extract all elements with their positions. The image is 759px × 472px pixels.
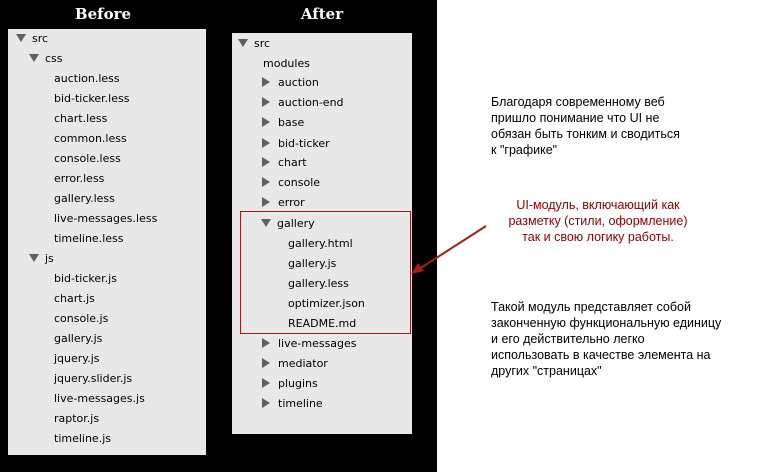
before-title: Before (74, 5, 132, 23)
tree-item[interactable]: src (16, 29, 48, 49)
tree-item[interactable]: common.less (54, 132, 127, 145)
tree-item[interactable]: bid-ticker (262, 134, 330, 154)
tree-item[interactable]: gallery.less (288, 277, 349, 290)
tree-item[interactable]: live-messages (262, 334, 357, 354)
tree-item[interactable]: auction-end (262, 93, 344, 113)
tree-item[interactable]: chart.less (54, 112, 108, 125)
tree-item[interactable]: error (262, 193, 305, 213)
tree-item[interactable]: timeline.less (54, 232, 124, 245)
tree-item[interactable]: mediator (262, 354, 328, 374)
note-bottom: Такой модуль представляет собой законченную функциональную единицу и его действительно легко использовать в качестве элемента на других "страницах" (491, 300, 722, 378)
tree-item[interactable]: README.md (288, 317, 357, 330)
tree-item[interactable]: optimizer.json (288, 297, 365, 310)
tree-item[interactable]: console.less (54, 152, 121, 165)
tree-item[interactable]: live-messages.js (54, 392, 145, 405)
tree-item[interactable]: live-messages.less (54, 212, 158, 225)
tree-item[interactable]: gallery.less (54, 192, 115, 205)
tree-item[interactable]: jquery.slider.js (54, 372, 133, 385)
tree-item[interactable]: gallery.js (54, 332, 103, 345)
after-title: After (300, 5, 344, 23)
arrow-line (416, 226, 486, 271)
tree-item[interactable]: chart (262, 153, 307, 173)
tree-item[interactable]: chart.js (54, 292, 95, 305)
tree-item[interactable]: console.js (54, 312, 109, 325)
tree-item[interactable]: auction (262, 73, 319, 93)
tree-item[interactable]: jquery.js (54, 352, 100, 365)
arrow-head (411, 263, 424, 274)
tree-item[interactable]: modules (263, 57, 310, 70)
note-red: UI-модуль, включающий как разметку (стили, оформление) так и свою логику работы. (508, 198, 688, 244)
tree-item[interactable]: gallery.html (288, 237, 353, 250)
tree-item[interactable]: js (29, 249, 54, 269)
tree-item[interactable]: bid-ticker.js (54, 272, 117, 285)
tree-item[interactable]: raptor.js (54, 412, 100, 425)
note-top: Благодаря современному веб пришло понимание что UI не обязан быть тонким и сводиться к "графике" (491, 95, 680, 157)
tree-item[interactable]: timeline.js (54, 432, 111, 445)
tree-item[interactable]: timeline (262, 394, 323, 414)
tree-item[interactable]: src (238, 34, 270, 54)
tree-item[interactable]: bid-ticker.less (54, 92, 130, 105)
tree-item[interactable]: css (29, 49, 63, 69)
tree-item[interactable]: gallery.js (288, 257, 337, 270)
tree-item[interactable]: base (262, 113, 304, 133)
tree-item[interactable]: gallery (261, 214, 315, 234)
tree-item[interactable]: error.less (54, 172, 105, 185)
tree-item[interactable]: plugins (262, 374, 318, 394)
tree-item[interactable]: auction.less (54, 72, 120, 85)
tree-item[interactable]: console (262, 173, 320, 193)
